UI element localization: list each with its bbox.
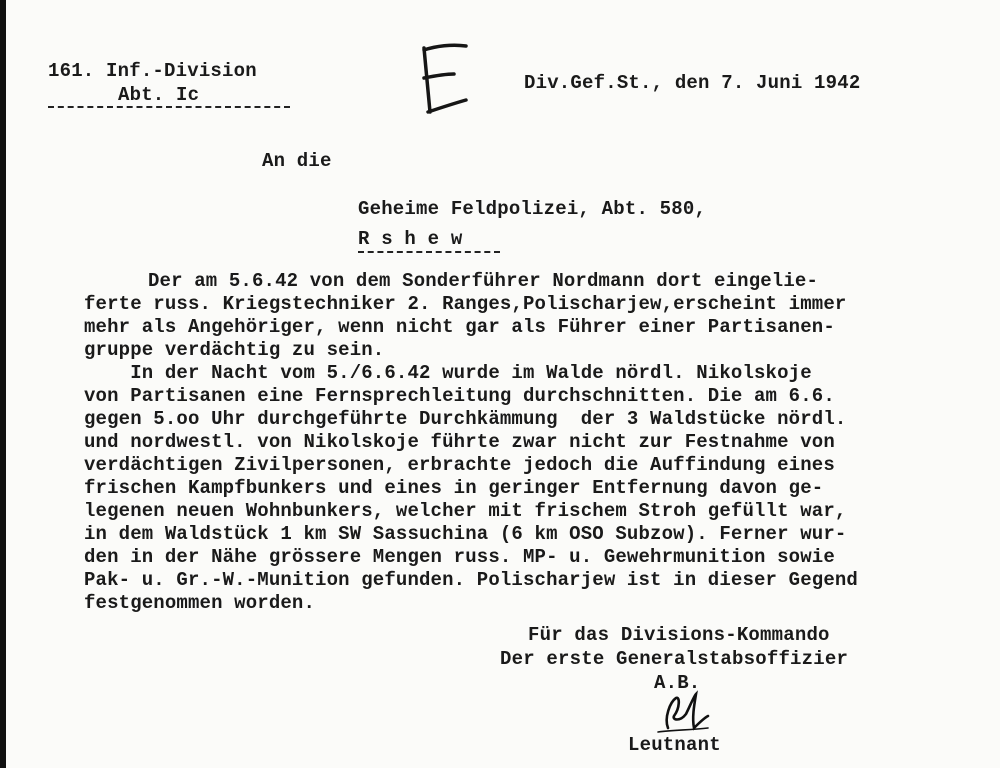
body-line: gruppe verdächtig zu sein. [84,339,385,361]
salutation: An die [262,150,332,172]
scan-edge [0,0,6,768]
body-line: Pak- u. Gr.-W.-Munition gefunden. Polischarjew ist in dieser Gegend [84,569,858,591]
body-line: und nordwestl. von Nikolskoje führte zwar nicht zur Festnahme von [84,431,835,453]
signatory-rank: Leutnant [628,734,721,756]
closing-line-2: Der erste Generalstabsoffizier [500,648,849,670]
body-line: in dem Waldstück 1 km SW Sassuchina (6 km OSO Subzow). Ferner wur- [84,523,847,545]
body-line: frischen Kampfbunkers und eines in geringer Entfernung davon ge- [84,477,824,499]
place-date: Div.Gef.St., den 7. Juni 1942 [524,72,861,94]
body-line: ferte russ. Kriegstechniker 2. Ranges,Polischarjew,erscheint immer [84,293,847,315]
header-underline [48,106,290,108]
body-line: den in der Nähe grössere Mengen russ. MP- u. Gewehrmunition sowie [84,546,835,568]
body-line: Der am 5.6.42 von dem Sonderführer Nordmann dort eingelie- [148,270,819,292]
body-line: legenen neuen Wohnbunkers, welcher mit frischem Stroh gefüllt war, [84,500,847,522]
recipient-city: R s h e w [358,228,500,253]
body-line: gegen 5.oo Uhr durchgeführte Durchkämmung der 3 Waldstücke nördl. [84,408,847,430]
body-line: verdächtigen Zivilpersonen, erbrachte jedoch die Auffindung eines [84,454,835,476]
division-name: 161. Inf.-Division [48,60,257,82]
recipient-org: Geheime Feldpolizei, Abt. 580, [358,198,707,220]
body-line: festgenommen worden. [84,592,316,614]
handwritten-e-mark [402,38,472,118]
closing-initials: A.B. [654,672,701,694]
body-line: von Partisanen eine Fernsprechleitung durchschnitten. Die am 6.6. [84,385,835,407]
handwritten-signature [650,688,714,736]
department: Abt. Ic [118,84,200,106]
body-line: In der Nacht vom 5./6.6.42 wurde im Walde nördl. Nikolskoje [84,362,812,384]
closing-line-1: Für das Divisions-Kommando [528,624,830,646]
body-line: mehr als Angehöriger, wenn nicht gar als Führer einer Partisanen- [84,316,835,338]
